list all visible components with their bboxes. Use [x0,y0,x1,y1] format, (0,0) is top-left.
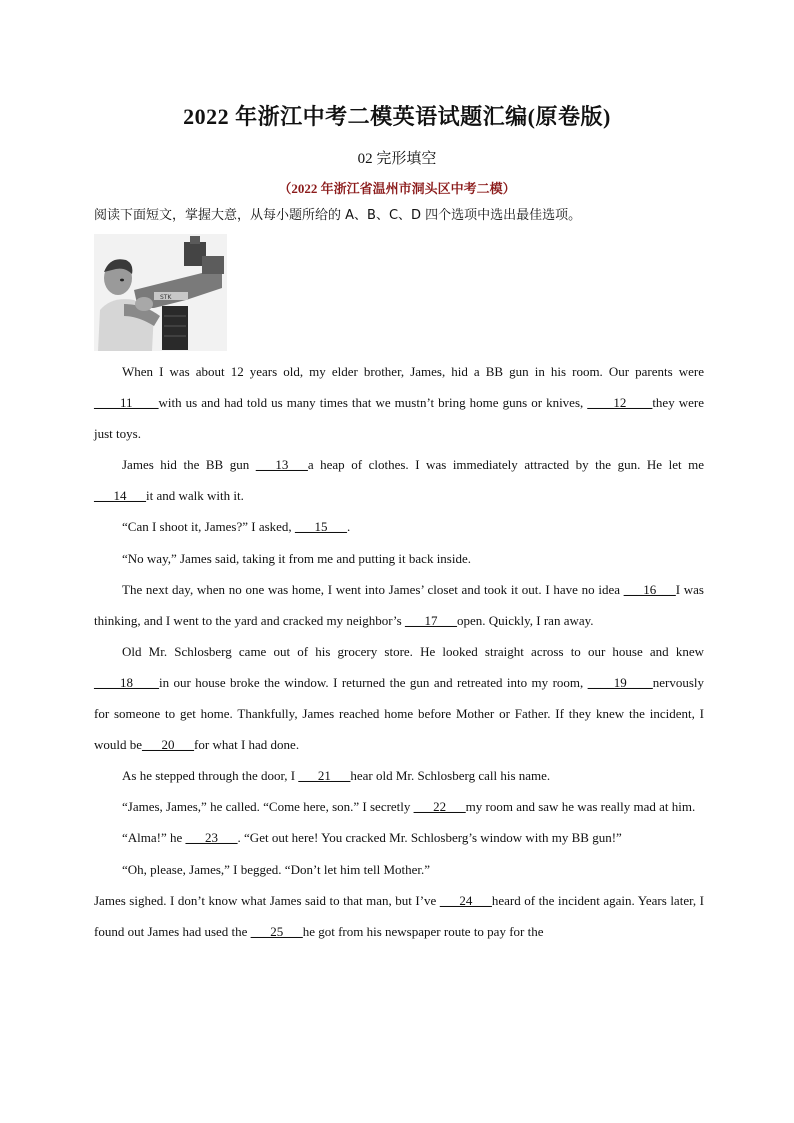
paragraph-11: James sighed. I don’t know what James said to that man, but I’ve ___24___heard of the incident again. Years later, I found out James had used the ___25___he got from his newspaper route to pay for the [94,892,704,939]
blank-23: ___23___ [185,830,238,846]
blank-11: ____11____ [94,395,159,411]
paragraph-3: “Can I shoot it, James?” I asked, ___15___. [122,519,351,535]
paragraph-8: “James, James,” he called. “Come here, son.” I secretly ___22___my room and saw he was really mad at him. [122,799,696,815]
blank-13: ___13___ [255,457,308,473]
paragraph-1: When I was about 12 years old, my elder brother, James, hid a BB gun in his room. Our parents were ____11____with us and had told us many times that we mustn’t bring home guns or knives, ____12____they were just toys. [94,364,704,442]
blank-12: ____12____ [587,395,653,411]
blank-17: ___17___ [404,612,457,628]
blank-14: ___14___ [94,488,146,504]
paragraph-6: Old Mr. Schlosberg came out of his grocery store. He looked straight across to our house and knew ____18____in our house broke the window. I returned the gun and retreated into my room, ____19____nervously for someone to get home. Thankfully, James reached home before Mother or Father. If they knew the incident, I would be___20___for what I had done. [94,643,704,753]
instruction-text: 阅读下面短文，掌握大意，从每小题所给的 A、B、C、D 四个选项中选出最佳选项。 [94,208,582,223]
blank-21: ___21___ [298,768,351,784]
exam-source: （2022 年浙江省温州市洞头区中考二模） [278,181,516,196]
blank-25: ___25___ [250,923,303,939]
paragraph-4: “No way,” James said, taking it from me and putting it back inside. [122,550,471,566]
blank-20: ___20___ [142,737,195,753]
boy-with-toy-gun-photo [94,234,227,351]
blank-16: ___16___ [623,581,676,597]
paragraph-5: The next day, when no one was home, I went into James’ closet and took it out. I have no idea ___16___I was thinking, and I went to the yard and cracked my neighbor’s ___17___open. Quickly, I ran away. [94,581,704,628]
paragraph-7: As he stepped through the door, I ___21___hear old Mr. Schlosberg call his name. [122,768,551,784]
blank-19: ____19____ [587,674,653,690]
cloze-passage [94,356,704,947]
paragraph-9: “Alma!” he ___23___. “Get out here! You cracked Mr. Schlosberg’s window with my BB gun!” [122,830,622,846]
section-subtitle: 02 完形填空 [357,151,437,167]
blank-15: ___15___ [294,519,347,535]
blank-24: ___24___ [439,892,492,908]
blank-18: ____18____ [94,674,159,690]
toy-gun-logo: STK [160,294,172,301]
paragraph-10: “Oh, please, James,” I begged. “Don’t let him tell Mother.” [122,861,431,877]
page-title: 2022 年浙江中考二模英语试题汇编(原卷版) [183,104,611,129]
paragraph-2: James hid the BB gun ___13___a heap of clothes. I was immediately attracted by the gun. He let me ___14___it and walk with it. [94,457,704,504]
blank-22: ___22___ [413,799,466,815]
